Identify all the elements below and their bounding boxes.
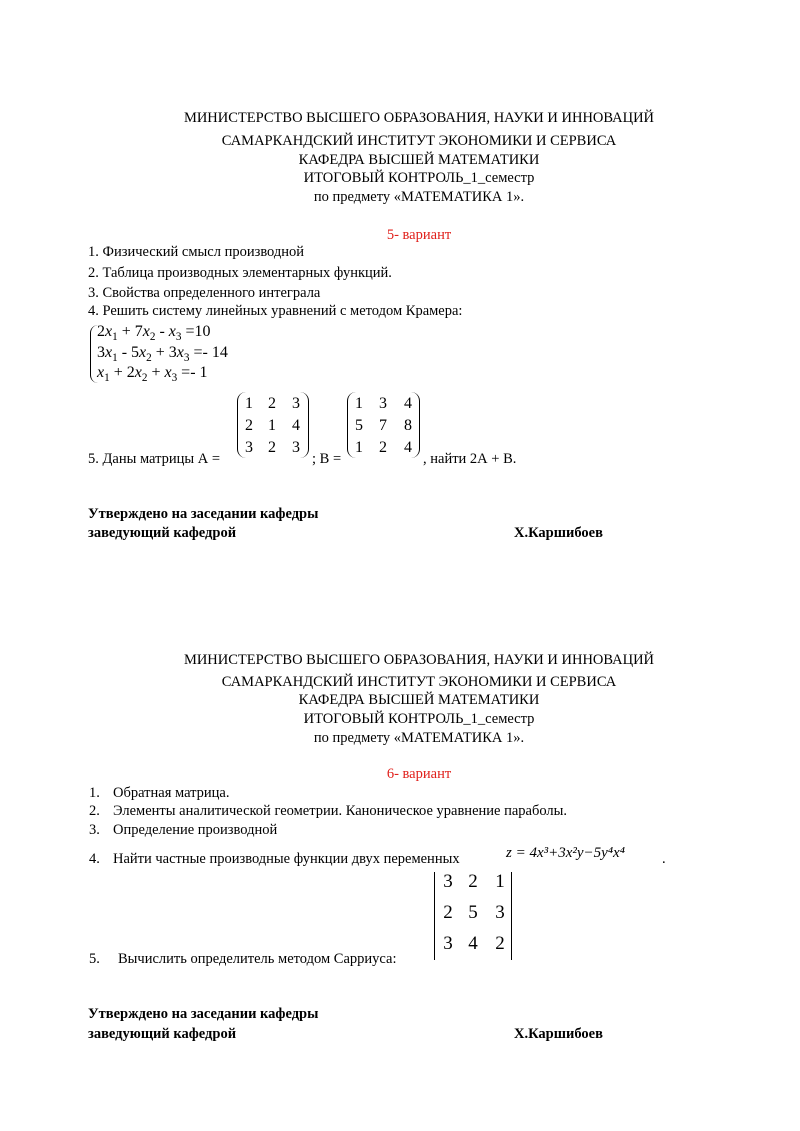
head-signature-name: Х.Каршибоев [514, 525, 603, 541]
matrix-cell: 2 [245, 417, 253, 434]
department-title: КАФЕДРА ВЫСШЕЙ МАТЕМАТИКИ [298, 692, 540, 708]
determinant-cell: 3 [443, 933, 453, 954]
determinant-cell: 2 [443, 902, 453, 923]
determinant-cell: 2 [468, 871, 478, 892]
department-title: КАФЕДРА ВЫСШЕЙ МАТЕМАТИКИ [298, 152, 540, 168]
matrix-cell: 3 [245, 439, 253, 456]
variant-label: 6- вариант [386, 766, 452, 782]
determinant-cell: 2 [495, 933, 505, 954]
matrix-b-right-paren [411, 392, 420, 458]
matrix-cell: 8 [404, 417, 412, 434]
formula-period: . [662, 851, 666, 867]
matrix-cell: 3 [292, 395, 300, 412]
matrix-cell: 1 [355, 395, 363, 412]
matrix-cell: 7 [379, 417, 387, 434]
ministry-title: МИНИСТЕРСТВО ВЫСШЕГО ОБРАЗОВАНИЯ, НАУКИ И ИННОВАЦИЙ [183, 110, 655, 126]
institute-title: САМАРКАНДСКИЙ ИНСТИТУТ ЭКОНОМИКИ И СЕРВИСА [221, 674, 617, 690]
matrix-cell: 4 [404, 439, 412, 456]
approval-note: Утверждено на заседании кафедры [88, 506, 319, 522]
matrix-cell: 4 [292, 417, 300, 434]
determinant-cell: 4 [468, 933, 478, 954]
head-role: заведующий кафедрой [88, 525, 237, 541]
matrix-cell: 1 [355, 439, 363, 456]
matrix-cell: 3 [379, 395, 387, 412]
determinant-cell: 1 [495, 871, 505, 892]
subject-title: по предмету «МАТЕМАТИКА 1». [313, 189, 525, 205]
question-5-prefix: 5. Даны матрицы А = [88, 451, 221, 467]
question-5-mid: ; В = [312, 451, 342, 467]
exam-title: ИТОГОВЫЙ КОНТРОЛЬ_1_семестр [303, 711, 535, 727]
variant-label: 5- вариант [386, 227, 452, 243]
equation-2: $3x_1 - 5x_2 + 3x_3 =- 14$ [97, 344, 228, 364]
matrix-a-right-paren [300, 392, 309, 458]
question-3: 3. Свойства определенного интеграла [88, 285, 321, 301]
determinant-cell: 3 [495, 902, 505, 923]
determinant-cell: 5 [468, 902, 478, 923]
determinant-cell: 3 [443, 871, 453, 892]
question-4: 4. Решить систему линейных уравнений с методом Крамера: [88, 303, 463, 319]
head-role: заведующий кафедрой [88, 1026, 237, 1042]
matrix-cell: 4 [404, 395, 412, 412]
formula-z: z = 4x³+3x²y−5y⁴x⁴ [506, 845, 625, 861]
equation-3: $x_1 + 2x_2 + x_3 =- 1$ [97, 364, 208, 384]
equation-1: $2x_1 + 7x_2 - x_3 =10$ [97, 323, 211, 343]
head-signature-name: Х.Каршибоев [514, 1026, 603, 1042]
institute-title: САМАРКАНДСКИЙ ИНСТИТУТ ЭКОНОМИКИ И СЕРВИСА [221, 133, 617, 149]
question-2: 2. Таблица производных элементарных функций. [88, 265, 392, 281]
question-5-suffix: , найти 2А + В. [423, 451, 517, 467]
matrix-cell: 1 [268, 417, 276, 434]
subject-title: по предмету «МАТЕМАТИКА 1». [313, 730, 525, 746]
ministry-title: МИНИСТЕРСТВО ВЫСШЕГО ОБРАЗОВАНИЯ, НАУКИ И ИННОВАЦИЙ [183, 652, 655, 668]
determinant-right-bar [511, 872, 512, 960]
exam-title: ИТОГОВЫЙ КОНТРОЛЬ_1_семестр [303, 170, 535, 186]
approval-note: Утверждено на заседании кафедры [88, 1006, 319, 1022]
list-item-1: 1. Обратная матрица. [89, 785, 230, 801]
matrix-cell: 2 [268, 439, 276, 456]
matrix-cell: 1 [245, 395, 253, 412]
list-item-3: 3. Определение производной [89, 822, 278, 838]
matrix-cell: 2 [379, 439, 387, 456]
question-1: 1. Физический смысл производной [88, 244, 305, 260]
matrix-cell: 3 [292, 439, 300, 456]
list-item-5: 5. Вычислить определитель методом Сарриуса: [89, 951, 397, 967]
list-item-4: 4. Найти частные производные функции двух переменных [89, 851, 460, 867]
list-item-2: 2. Элементы аналитической геометрии. Каноническое уравнение параболы. [89, 803, 568, 819]
matrix-cell: 2 [268, 395, 276, 412]
matrix-cell: 5 [355, 417, 363, 434]
